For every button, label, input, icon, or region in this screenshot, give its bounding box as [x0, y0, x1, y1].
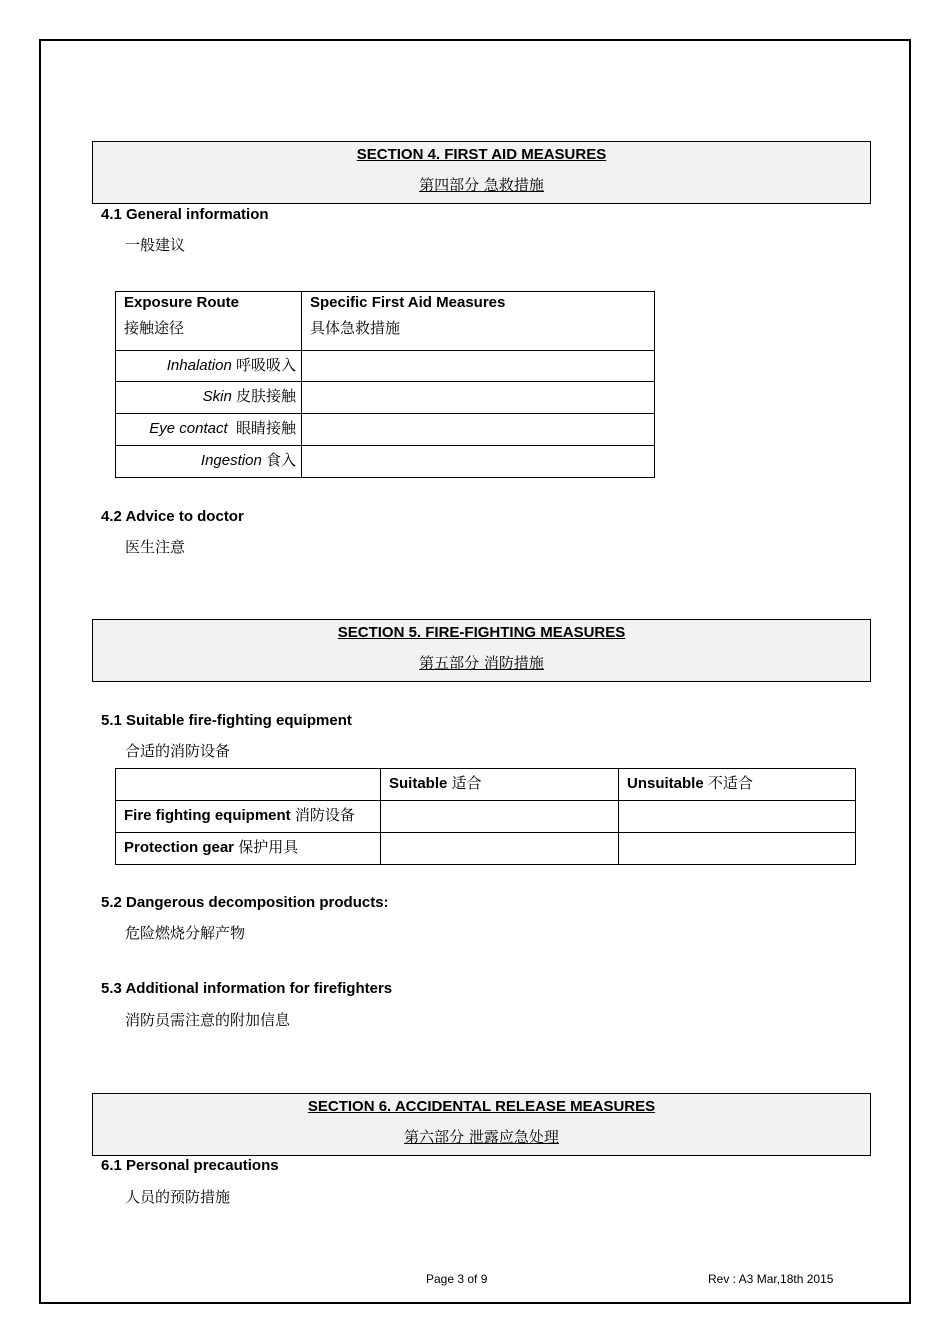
section-6-title: SECTION 6. ACCIDENTAL RELEASE MEASURES [307, 1098, 656, 1115]
section-5-header [92, 619, 871, 682]
table-header-row [116, 769, 856, 801]
header-first-aid-measures [302, 292, 655, 351]
measure-eye-contact [302, 414, 655, 446]
row-label-en: Protection gear [124, 839, 235, 856]
row-label-cn: 保护用具 [238, 838, 299, 856]
section-5-title: SECTION 5. FIRE-FIGHTING MEASURES [337, 624, 626, 641]
measure-skin [302, 382, 655, 414]
measure-inhalation [302, 351, 655, 382]
header-route-cn: 接触途径 [124, 319, 185, 337]
heading-4-1-cn: 一般建议 [125, 236, 186, 254]
heading-4-2: 4.2 Advice to doctor [101, 508, 244, 525]
heading-5-3-cn: 消防员需注意的附加信息 [125, 1011, 291, 1029]
fire-fighting-table [115, 768, 856, 865]
route-inhalation [116, 351, 302, 382]
heading-4-2-cn: 医生注意 [125, 538, 186, 556]
table-row [116, 833, 856, 865]
header-suitable-en: Suitable [389, 775, 448, 792]
table-row [116, 414, 655, 446]
heading-5-2-cn: 危险燃烧分解产物 [125, 924, 246, 942]
section-6-header [92, 1093, 871, 1156]
heading-6-1-cn: 人员的预防措施 [125, 1188, 231, 1206]
heading-5-2: 5.2 Dangerous decomposition products: [101, 894, 389, 911]
header-suitable [381, 769, 619, 801]
header-suitable-cn: 适合 [451, 774, 482, 792]
header-measures-cn: 具体急救措施 [310, 319, 401, 337]
cell-suitable [381, 833, 619, 865]
row-protection-gear [116, 833, 381, 865]
header-unsuitable [619, 769, 856, 801]
route-cn: 眼睛接触 [235, 419, 296, 437]
header-measures-en: Specific First Aid Measures [310, 294, 506, 311]
revision-date: Rev : A3 Mar,18th 2015 [708, 1272, 834, 1286]
heading-5-3: 5.3 Additional information for firefighters [101, 980, 393, 997]
route-skin [116, 382, 302, 414]
header-route-en: Exposure Route [124, 294, 240, 311]
route-cn: 呼吸吸入 [235, 356, 296, 374]
table-row [116, 351, 655, 382]
first-aid-table [115, 291, 655, 478]
row-fire-fighting-equipment [116, 801, 381, 833]
cell-suitable [381, 801, 619, 833]
row-label-cn: 消防设备 [294, 806, 355, 824]
route-en: Inhalation [166, 357, 232, 374]
cell-unsuitable [619, 833, 856, 865]
route-en: Ingestion [200, 452, 262, 469]
route-ingestion [116, 446, 302, 478]
section-6-title-cn: 第六部分 泄露应急处理 [404, 1128, 559, 1146]
cell-unsuitable [619, 801, 856, 833]
route-en: Skin [202, 388, 232, 405]
row-label-en: Fire fighting equipment [124, 807, 291, 824]
table-header-row [116, 292, 655, 351]
route-en: Eye contact [149, 420, 228, 437]
page-number: Page 3 of 9 [426, 1272, 488, 1286]
header-unsuitable-en: Unsuitable [627, 775, 704, 792]
header-empty [116, 769, 381, 801]
measure-ingestion [302, 446, 655, 478]
route-cn: 皮肤接触 [235, 387, 296, 405]
section-4-title: SECTION 4. FIRST AID MEASURES [356, 146, 607, 163]
table-row [116, 382, 655, 414]
section-5-title-cn: 第五部分 消防措施 [419, 654, 544, 672]
table-row [116, 801, 856, 833]
section-4-title-cn: 第四部分 急救措施 [419, 176, 544, 194]
header-unsuitable-cn: 不适合 [707, 774, 753, 792]
heading-6-1: 6.1 Personal precautions [101, 1157, 279, 1174]
table-row [116, 446, 655, 478]
heading-4-1: 4.1 General information [101, 206, 269, 223]
section-4-header [92, 141, 871, 204]
route-cn: 食入 [265, 451, 296, 469]
heading-5-1: 5.1 Suitable fire-fighting equipment [101, 712, 352, 729]
route-eye-contact [116, 414, 302, 446]
heading-5-1-cn: 合适的消防设备 [125, 742, 231, 760]
header-exposure-route [116, 292, 302, 351]
